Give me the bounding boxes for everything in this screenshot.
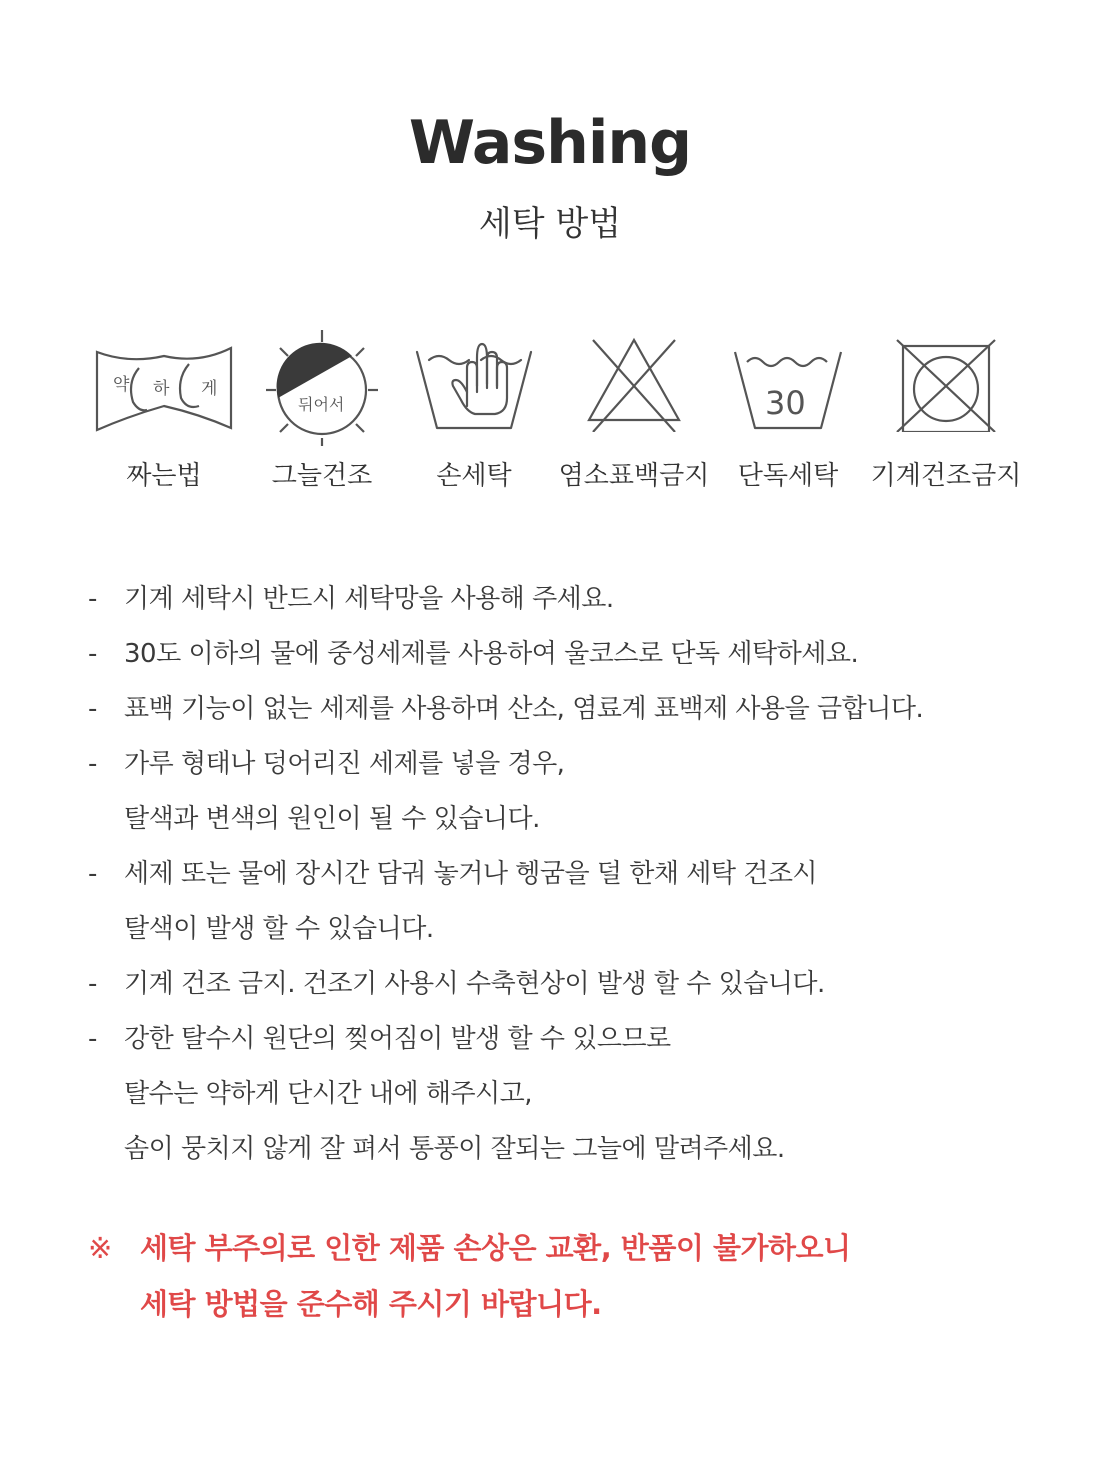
warning-notice bbox=[88, 1220, 1048, 1332]
wring-char-1: 약 bbox=[113, 375, 130, 395]
wring-char-3: 게 bbox=[201, 379, 218, 399]
care-label-wring: 짜는법 bbox=[126, 461, 202, 491]
instruction-text: 가루 형태나 덩어리진 세제를 넣을 경우, bbox=[124, 749, 565, 779]
hand-wash-icon bbox=[409, 328, 539, 432]
care-item-no-tumble-dry bbox=[866, 328, 1026, 492]
list-item bbox=[88, 572, 1048, 627]
wring-icon bbox=[89, 328, 239, 432]
washing-instructions-list bbox=[88, 572, 1048, 1177]
care-item-wash-30 bbox=[708, 328, 868, 492]
list-item bbox=[88, 1012, 1048, 1177]
list-dash: - bbox=[88, 639, 97, 669]
care-label-wash-30: 단독세탁 bbox=[737, 461, 839, 491]
instruction-text: 탈색이 발생 할 수 있습니다. bbox=[124, 914, 434, 944]
care-label-shade-dry: 그늘건조 bbox=[271, 461, 373, 491]
care-item-hand-wash bbox=[394, 328, 554, 492]
care-item-shade-dry bbox=[242, 328, 402, 492]
list-item bbox=[88, 627, 1048, 682]
list-dash: - bbox=[88, 1024, 97, 1054]
care-label-no-tumble-dry: 기계건조금지 bbox=[870, 461, 1022, 491]
notice-text: 세탁 부주의로 인한 제품 손상은 교환, 반품이 불가하오니 bbox=[140, 1231, 851, 1265]
list-dash: - bbox=[88, 694, 97, 724]
reference-mark-icon: ※ bbox=[88, 1231, 113, 1265]
care-label-hand-wash: 손세탁 bbox=[436, 461, 512, 491]
list-item bbox=[88, 682, 1048, 737]
instruction-text: 기계 건조 금지. 건조기 사용시 수축현상이 발생 할 수 있습니다. bbox=[124, 969, 825, 999]
instruction-text: 세제 또는 물에 장시간 담궈 놓거나 헹굼을 덜 한채 세탁 건조시 bbox=[124, 859, 818, 889]
page-subtitle: 세탁 방법 bbox=[478, 204, 622, 244]
wash-temp-text: 30 bbox=[765, 384, 806, 422]
list-dash: - bbox=[88, 859, 97, 889]
care-icons-row bbox=[0, 328, 1100, 508]
list-dash: - bbox=[88, 749, 97, 779]
list-item bbox=[88, 737, 1048, 847]
no-bleach-icon bbox=[579, 328, 689, 432]
shade-dry-text: 뒤어서 bbox=[298, 395, 345, 414]
instruction-text: 탈색과 변색의 원인이 될 수 있습니다. bbox=[124, 804, 540, 834]
list-dash: - bbox=[88, 969, 97, 999]
instruction-text: 30도 이하의 물에 중성세제를 사용하여 울코스로 단독 세탁하세요. bbox=[124, 639, 859, 669]
instruction-text: 강한 탈수시 원단의 찢어짐이 발생 할 수 있으므로 bbox=[124, 1024, 671, 1054]
instruction-text: 기계 세탁시 반드시 세탁망을 사용해 주세요. bbox=[124, 584, 614, 614]
instruction-text: 탈수는 약하게 단시간 내에 해주시고, bbox=[124, 1079, 533, 1109]
list-item bbox=[88, 847, 1048, 957]
care-item-no-bleach bbox=[554, 328, 714, 492]
notice-text: 세탁 방법을 준수해 주시기 바랍니다. bbox=[140, 1287, 602, 1321]
list-dash: - bbox=[88, 584, 97, 614]
page-title: Washing bbox=[408, 108, 692, 178]
care-label-no-bleach: 염소표백금지 bbox=[558, 461, 710, 491]
instruction-text: 솜이 뭉치지 않게 잘 펴서 통풍이 잘되는 그늘에 말려주세요. bbox=[124, 1134, 785, 1164]
no-tumble-dry-icon bbox=[891, 328, 1001, 432]
instruction-text: 표백 기능이 없는 세제를 사용하며 산소, 염료계 표백제 사용을 금합니다. bbox=[124, 694, 924, 724]
wash-30-icon bbox=[723, 328, 853, 432]
care-item-wring bbox=[84, 328, 244, 492]
wring-char-2: 하 bbox=[153, 379, 170, 399]
shade-dry-icon bbox=[262, 328, 382, 446]
list-item bbox=[88, 957, 1048, 1012]
